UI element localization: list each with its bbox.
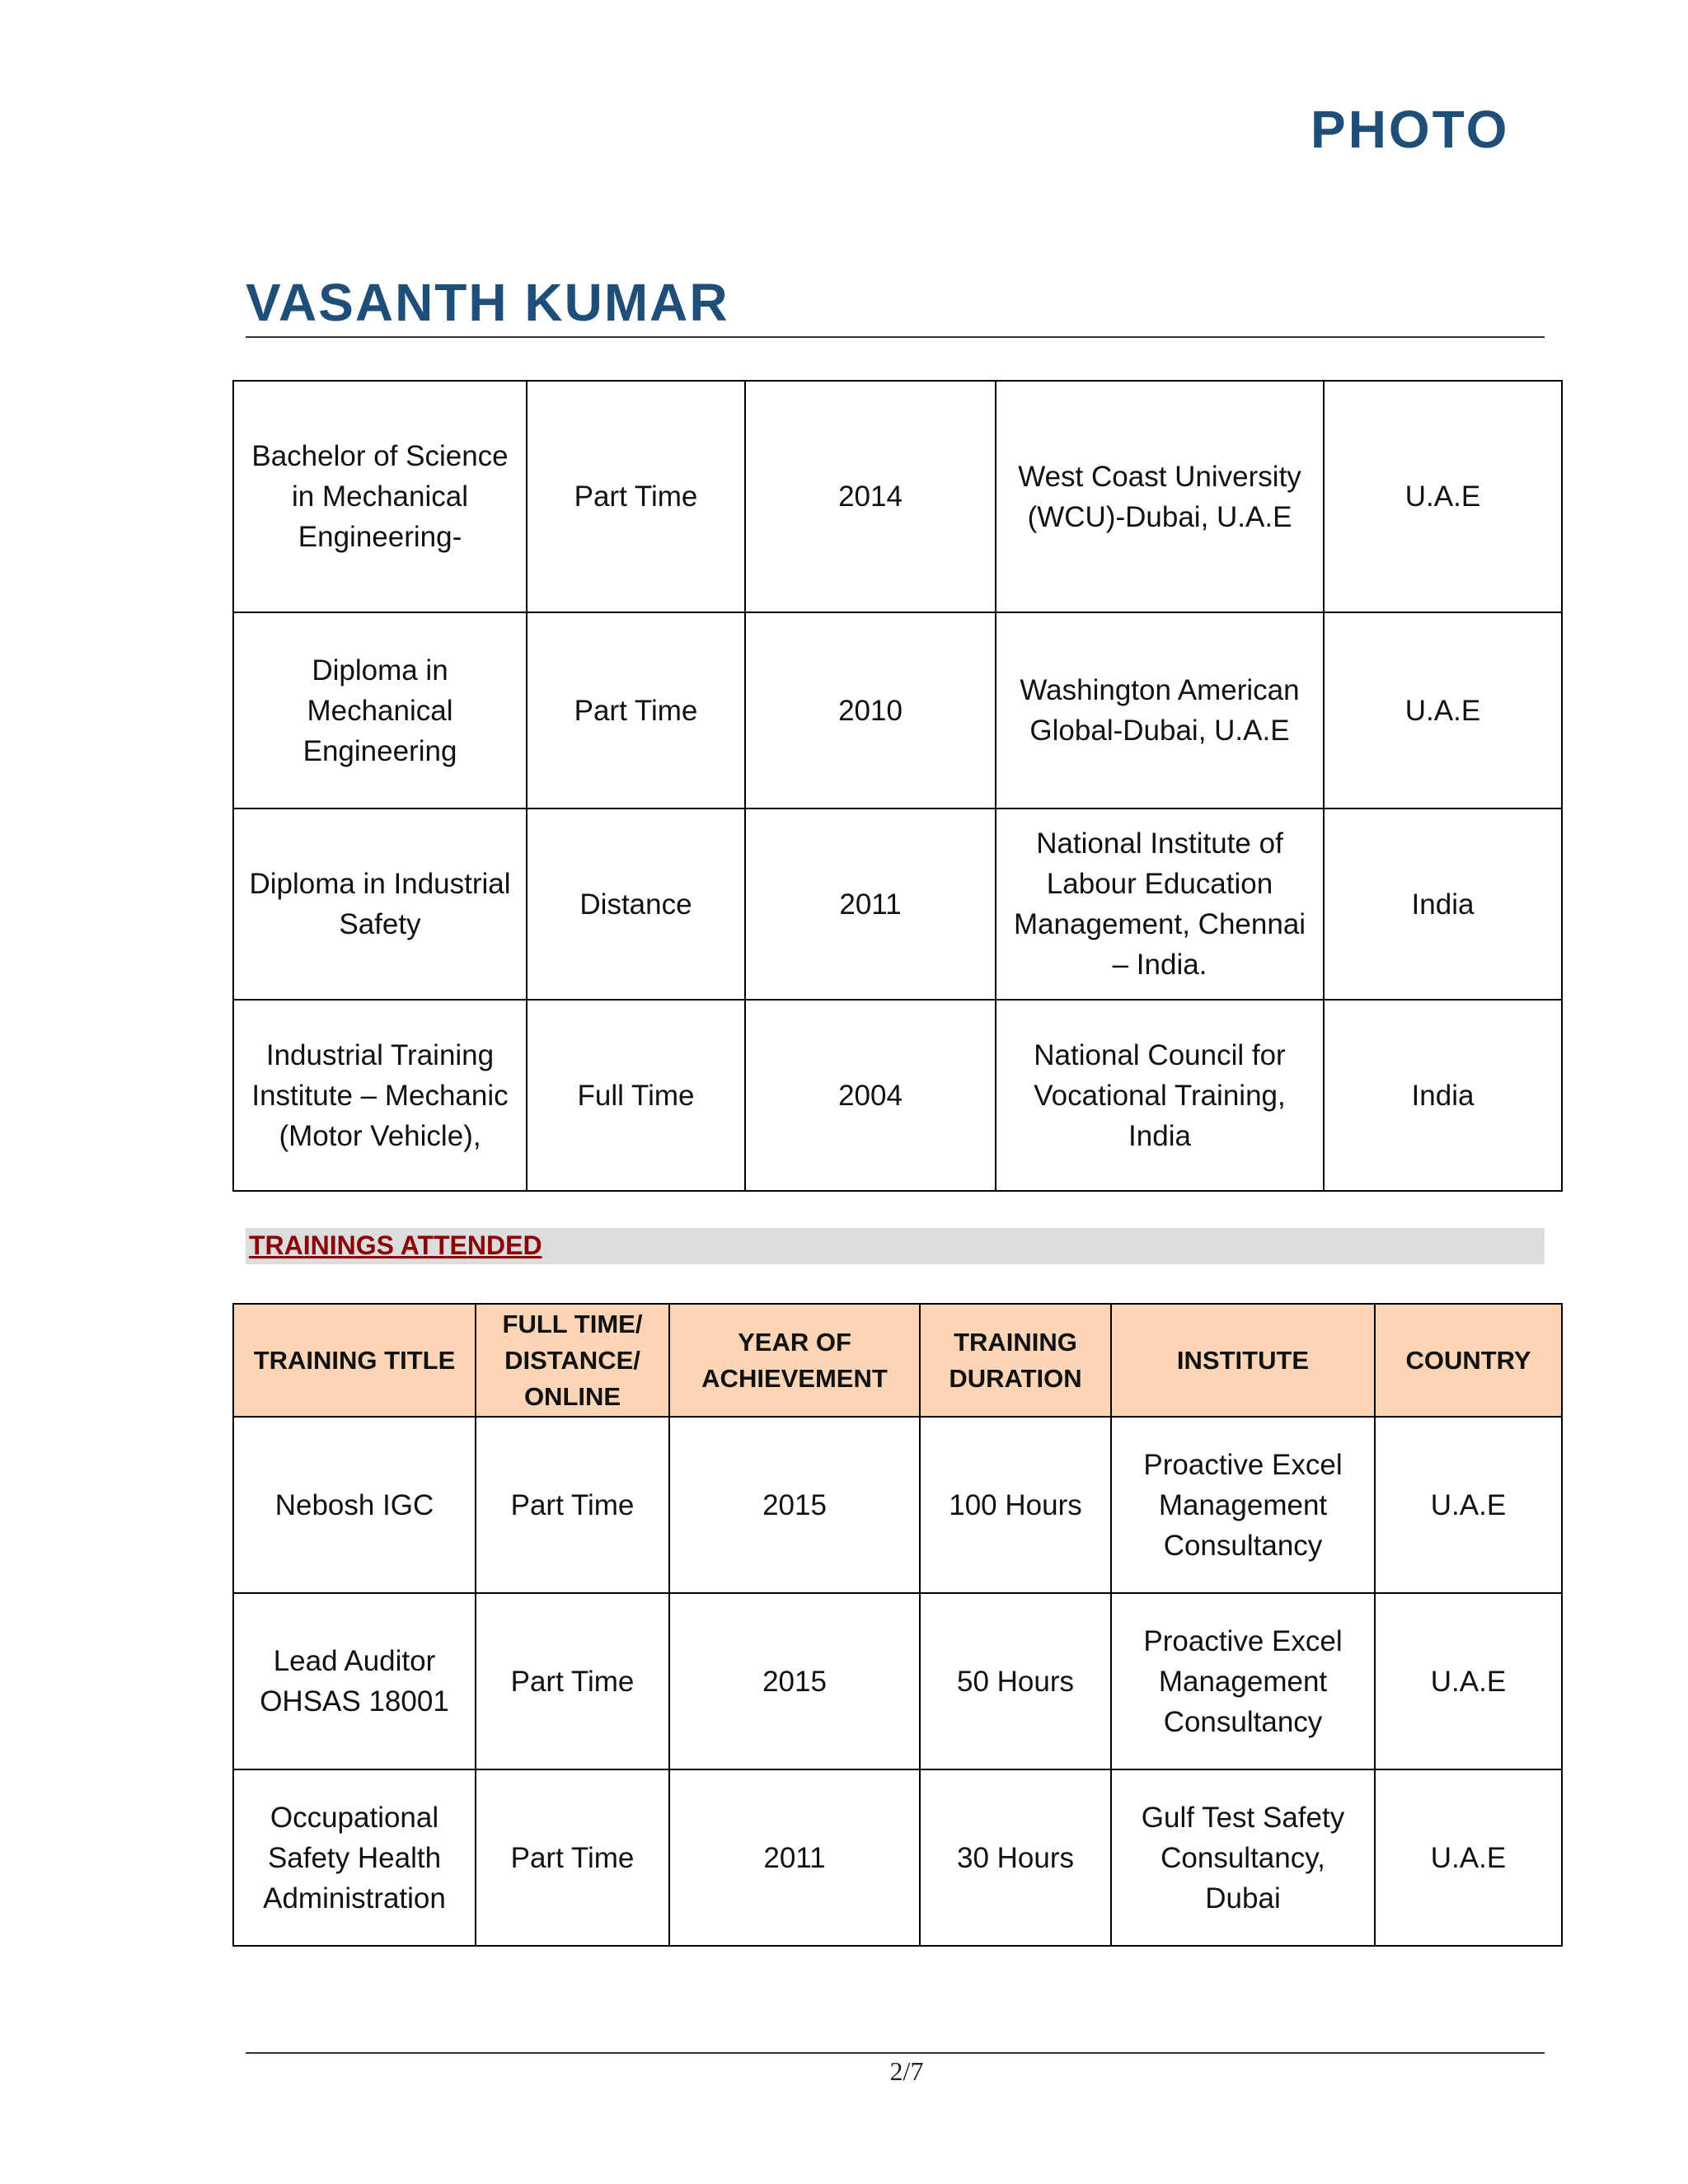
training-country: U.A.E <box>1375 1769 1562 1946</box>
education-row <box>233 381 1562 612</box>
training-institute: Proactive Excel Management Consultancy <box>1111 1593 1375 1769</box>
training-title: Lead Auditor OHSAS 18001 <box>233 1593 476 1769</box>
education-country: India <box>1324 808 1562 1000</box>
column-header-mode: FULL TIME/ DISTANCE/ ONLINE <box>476 1304 669 1417</box>
education-mode: Part Time <box>527 381 745 612</box>
training-mode: Part Time <box>476 1417 669 1593</box>
education-institute: National Institute of Labour Education Management, Chennai – India. <box>996 808 1324 1000</box>
column-header-country: COUNTRY <box>1375 1304 1562 1417</box>
training-title: Nebosh IGC <box>233 1417 476 1593</box>
education-qualification: Bachelor of Science in Mechanical Engineering- <box>233 381 527 612</box>
training-year: 2011 <box>669 1769 920 1946</box>
education-row <box>233 612 1562 808</box>
column-header-training-title: TRAINING TITLE <box>233 1304 476 1417</box>
education-country: India <box>1324 1000 1562 1191</box>
photo-placeholder-label: PHOTO <box>1311 100 1510 159</box>
education-mode: Distance <box>527 808 745 1000</box>
name-underline-rule <box>246 336 1545 338</box>
trainings-header-row <box>233 1304 1562 1417</box>
training-duration: 30 Hours <box>920 1769 1111 1946</box>
training-row <box>233 1593 1562 1769</box>
training-duration: 100 Hours <box>920 1417 1111 1593</box>
column-header-year: YEAR OF ACHIEVEMENT <box>669 1304 920 1417</box>
page-number: 2/7 <box>889 2056 924 2086</box>
education-row <box>233 808 1562 1000</box>
trainings-table <box>232 1303 1563 1947</box>
training-year: 2015 <box>669 1593 920 1769</box>
training-country: U.A.E <box>1375 1593 1562 1769</box>
column-header-institute: INSTITUTE <box>1111 1304 1375 1417</box>
candidate-name: VASANTH KUMAR <box>246 273 729 332</box>
education-row <box>233 1000 1562 1191</box>
education-country: U.A.E <box>1324 612 1562 808</box>
training-year: 2015 <box>669 1417 920 1593</box>
footer-rule <box>246 2052 1545 2054</box>
education-mode: Part Time <box>527 612 745 808</box>
education-year: 2014 <box>745 381 996 612</box>
education-qualification: Diploma in Industrial Safety <box>233 808 527 1000</box>
training-institute: Gulf Test Safety Consultancy, Dubai <box>1111 1769 1375 1946</box>
education-qualification: Industrial Training Institute – Mechanic (Motor Vehicle), <box>233 1000 527 1191</box>
education-institute: National Council for Vocational Training, India <box>996 1000 1324 1191</box>
education-year: 2004 <box>745 1000 996 1191</box>
training-mode: Part Time <box>476 1593 669 1769</box>
training-row <box>233 1769 1562 1946</box>
column-header-duration: TRAINING DURATION <box>920 1304 1111 1417</box>
education-table <box>232 380 1563 1192</box>
education-mode: Full Time <box>527 1000 745 1191</box>
training-institute: Proactive Excel Management Consultancy <box>1111 1417 1375 1593</box>
training-mode: Part Time <box>476 1769 669 1946</box>
education-year: 2010 <box>745 612 996 808</box>
education-qualification: Diploma in Mechanical Engineering <box>233 612 527 808</box>
section-title-trainings: TRAININGS ATTENDED <box>249 1230 542 1260</box>
training-duration: 50 Hours <box>920 1593 1111 1769</box>
education-country: U.A.E <box>1324 381 1562 612</box>
training-country: U.A.E <box>1375 1417 1562 1593</box>
training-row <box>233 1417 1562 1593</box>
training-title: Occupational Safety Health Administration <box>233 1769 476 1946</box>
education-institute: West Coast University (WCU)-Dubai, U.A.E <box>996 381 1324 612</box>
education-institute: Washington American Global-Dubai, U.A.E <box>996 612 1324 808</box>
education-year: 2011 <box>745 808 996 1000</box>
